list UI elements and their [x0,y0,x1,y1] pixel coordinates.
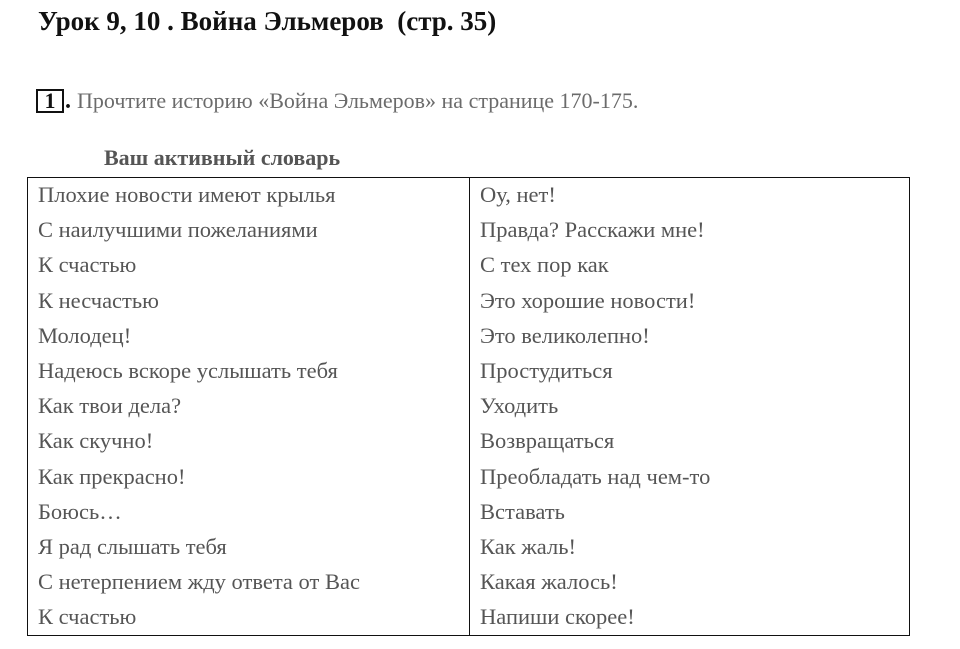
vocabulary-item: Это хорошие новости! [480,287,696,313]
vocabulary-item: Как твои дела? [38,393,182,419]
vocabulary-item: Правда? Расскажи мне! [480,217,705,243]
vocabulary-left-column [28,178,470,635]
task-number-box: 1 [36,89,64,113]
vocabulary-item: Как скучно! [38,428,154,454]
vocabulary-item: Возвращаться [480,428,615,454]
task-text: Прочтите историю «Война Эльмеров» на странице 170-175. [77,88,639,113]
task-instruction [36,86,638,116]
vocabulary-item: Напиши скорее! [480,604,635,630]
vocabulary-item: С наилучшими пожеланиями [38,217,318,243]
lesson-title: Урок 9, 10 . Война Эльмеров (стр. 35) [38,6,497,36]
vocabulary-item: Оу, нет! [480,182,556,207]
vocabulary-item: Это великолепно! [480,322,650,348]
vocabulary-item: Как прекрасно! [38,463,186,489]
task-number-dot: . [65,88,71,114]
vocabulary-item: Плохие новости имеют крылья [38,182,336,207]
vocabulary-item: Уходить [480,393,559,419]
vocabulary-item: Простудиться [480,357,613,383]
vocabulary-item: Молодец! [38,322,132,348]
vocabulary-heading: Ваш активный словарь [104,145,341,170]
vocabulary-right-column [470,178,909,635]
vocabulary-item: Как жаль! [480,533,576,559]
vocabulary-item: Преобладать над чем-то [480,463,711,489]
vocabulary-item: Я рад слышать тебя [38,533,227,559]
vocabulary-table [27,177,910,636]
vocabulary-item: Надеюсь вскоре услышать тебя [38,357,338,383]
vocabulary-item: С тех пор как [480,252,609,278]
vocabulary-item: Вставать [480,498,565,524]
vocabulary-item: С нетерпением жду ответа от Вас [38,569,360,595]
vocabulary-item: Какая жалось! [480,569,618,595]
vocabulary-item: К счастью [38,604,137,630]
vocabulary-item: К несчастью [38,287,159,313]
vocabulary-item: К счастью [38,252,137,278]
vocabulary-item: Боюсь… [38,498,122,524]
